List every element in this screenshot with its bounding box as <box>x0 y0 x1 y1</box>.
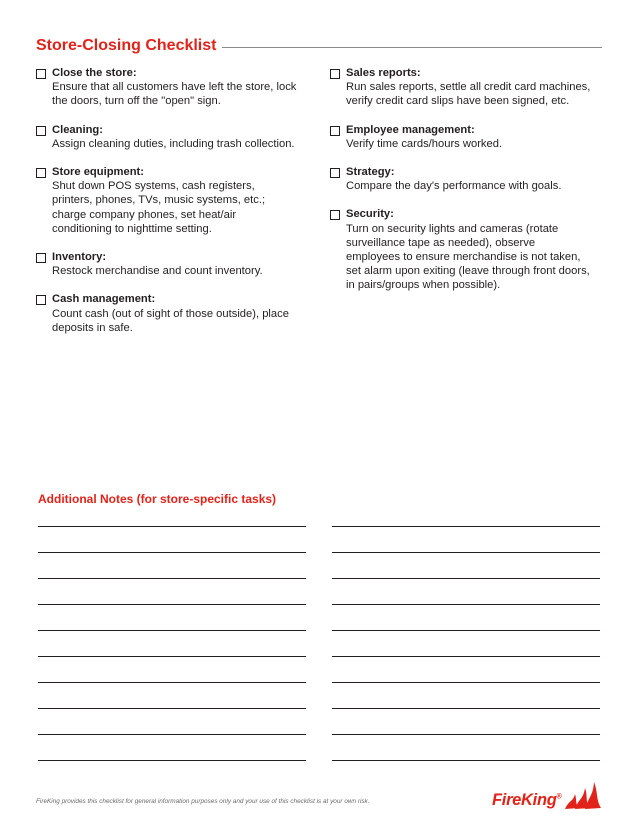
item-description: Ensure that all customers have left the store, lock the doors, turn off the "open" sign. <box>52 81 297 108</box>
note-line[interactable] <box>38 760 306 761</box>
note-line[interactable] <box>38 630 306 631</box>
note-line[interactable] <box>332 552 600 553</box>
item-description: Assign cleaning duties, including trash collection. <box>52 137 295 150</box>
note-line[interactable] <box>332 604 600 605</box>
item-description: Shut down POS systems, cash registers, printers, phones, TVs, music systems, etc.; charge company phones, set heat/air conditioning to nighttime setting. <box>52 180 266 235</box>
note-line[interactable] <box>38 656 306 657</box>
note-line[interactable] <box>332 734 600 735</box>
notes-lines-left <box>38 526 306 786</box>
item-title: Cash management: <box>52 293 156 306</box>
note-line[interactable] <box>332 526 600 527</box>
checklist-item <box>36 250 298 278</box>
note-line[interactable] <box>332 760 600 761</box>
checkbox[interactable] <box>330 168 340 178</box>
checkbox[interactable] <box>36 126 46 136</box>
checkbox[interactable] <box>36 168 46 178</box>
item-description: Verify time cards/hours worked. <box>346 137 503 150</box>
checklist-item <box>330 207 592 292</box>
item-title: Store equipment: <box>52 166 144 179</box>
note-line[interactable] <box>38 578 306 579</box>
note-line[interactable] <box>38 604 306 605</box>
note-line[interactable] <box>38 708 306 709</box>
item-title: Employee management: <box>346 123 475 136</box>
disclaimer: FireKing provides this checklist for general information purposes only and your use of this checklist is at your own risk. <box>36 798 370 805</box>
title-bar <box>36 36 602 56</box>
checklist-item <box>36 165 298 236</box>
checklist-item <box>330 66 592 109</box>
checklist-item <box>36 292 298 335</box>
note-line[interactable] <box>332 682 600 683</box>
notes-heading: Additional Notes (for store-specific tasks) <box>38 492 277 506</box>
item-title: Strategy: <box>346 166 395 179</box>
fireking-logo <box>492 778 603 810</box>
checkbox[interactable] <box>36 69 46 79</box>
item-title: Cleaning: <box>52 123 103 136</box>
checklist-item <box>330 165 592 193</box>
note-line[interactable] <box>38 526 306 527</box>
note-line[interactable] <box>332 708 600 709</box>
logo-wordmark: FireKing® <box>492 791 562 809</box>
item-description: Count cash (out of sight of those outside), place deposits in safe. <box>52 307 289 334</box>
item-title: Close the store: <box>52 67 137 79</box>
checklist-left-column <box>36 66 298 349</box>
checklist-item <box>330 123 592 151</box>
note-line[interactable] <box>332 578 600 579</box>
checkbox[interactable] <box>330 69 340 79</box>
checkbox[interactable] <box>36 253 46 263</box>
checkbox[interactable] <box>330 210 340 220</box>
item-title: Inventory: <box>52 251 107 264</box>
checklist-right-column <box>330 66 592 307</box>
item-description: Compare the day's performance with goals. <box>346 180 562 193</box>
note-line[interactable] <box>38 682 306 683</box>
flame-icon <box>563 778 603 810</box>
note-line[interactable] <box>332 656 600 657</box>
item-description: Run sales reports, settle all credit card machines, verify credit card slips have been signed, etc. <box>346 81 591 108</box>
item-title: Security: <box>346 208 394 221</box>
item-description: Turn on security lights and cameras (rotate surveillance tape as needed), observe employees to ensure merchandise is not taken, set alarm upon exiting (leave through front doors, in pairs/groups when possible). <box>346 222 590 292</box>
title-rule <box>222 47 602 48</box>
item-title: Sales reports: <box>346 67 421 79</box>
checklist-item <box>36 66 298 109</box>
item-description: Restock merchandise and count inventory. <box>52 265 263 278</box>
checkbox[interactable] <box>330 126 340 136</box>
checkbox[interactable] <box>36 295 46 305</box>
note-line[interactable] <box>38 734 306 735</box>
notes-lines-right <box>332 526 600 786</box>
checklist-item <box>36 123 298 151</box>
page-title: Store-Closing Checklist <box>36 37 217 54</box>
note-line[interactable] <box>332 630 600 631</box>
note-line[interactable] <box>38 552 306 553</box>
